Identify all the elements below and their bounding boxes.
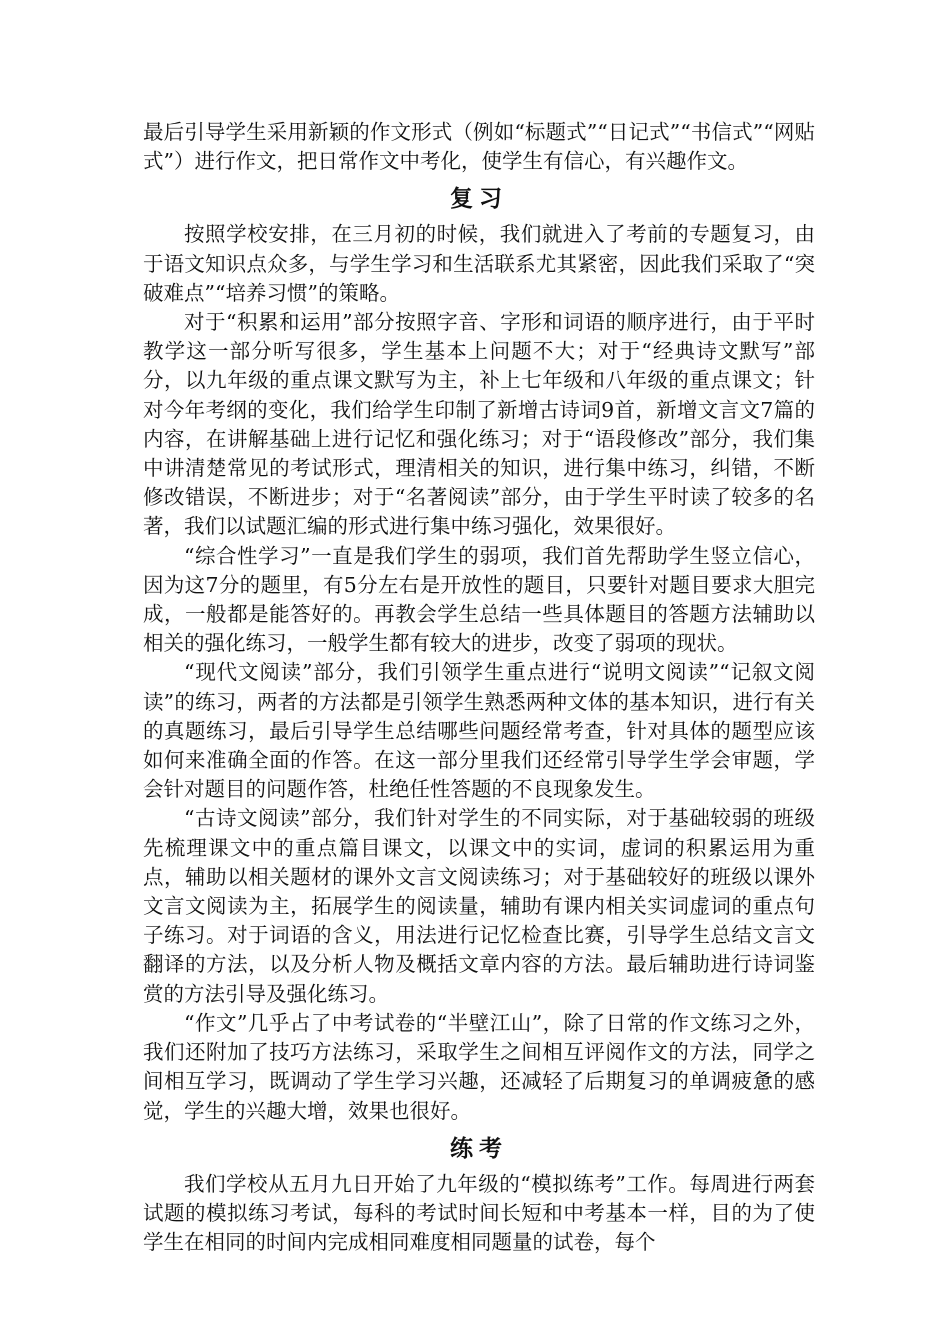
section-heading-review: 复习 (450, 186, 508, 213)
practice-paragraph-1: 我们学校从五月九日开始了九年级的“模拟练考”工作。每周进行两套试题的模拟练习考试，每科的考试时间长短和中考基本一样，目的为了使学生在相同的时间内完成相同难度相同题量的试卷，每个 (143, 1171, 815, 1255)
intro-paragraph: 最后引导学生采用新颖的作文形式（例如“标题式”“日记式”“书信式”“网贴式”）进行作文，把日常作文中考化，使学生有信心，有兴趣作文。 (143, 120, 815, 174)
document-page (143, 118, 815, 1257)
section-heading-practice: 练考 (450, 1135, 508, 1162)
review-paragraph-3: “综合性学习”一直是我们学生的弱项，我们首先帮助学生竖立信心，因为这7分的题里，有5分左右是开放性的题目，只要针对题目要求大胆完成，一般都是能答好的。再教会学生总结一些具体题目的答题方法辅助以相关的强化练习，一般学生都有较大的进步，改变了弱项的现状。 (143, 543, 815, 656)
review-paragraph-1: 按照学校安排，在三月初的时候，我们就进入了考前的专题复习，由于语文知识点众多，与学生学习和生活联系尤其紧密，因此我们采取了“突破难点”“培养习惯”的策略。 (143, 222, 815, 305)
review-paragraph-2: 对于“积累和运用”部分按照字音、字形和词语的顺序进行，由于平时教学这一部分听写很多，学生基本上问题不大；对于“经典诗文默写”部分，以九年级的重点课文默写为主，补上七年级和八年级的重点课文；针对今年考纲的变化，我们给学生印制了新增古诗词9首，新增文言文7篇的内容，在讲解基础上进行记忆和强化练习；对于“语段修改”部分，我们集中讲清楚常见的考试形式，理清相关的知识，进行集中练习，纠错，不断修改错误，不断进步；对于“名著阅读”部分，由于学生平时读了较多的名著，我们以试题汇编的形式进行集中练习强化，效果很好。 (143, 310, 815, 539)
review-paragraph-4: “现代文阅读”部分，我们引领学生重点进行“说明文阅读”“记叙文阅读”的练习，两者的方法都是引领学生熟悉两种文体的基本知识，进行有关的真题练习，最后引导学生总结哪些问题经常考查，针对具体的题型应该如何来准确全面的作答。在这一部分里我们还经常引导学生学会审题，学会针对题目的问题作答，杜绝任性答题的不良现象发生。 (143, 660, 815, 802)
review-paragraph-5: “古诗文阅读”部分，我们针对学生的不同实际，对于基础较弱的班级先梳理课文中的重点篇目课文，以课文中的实词，虚词的积累运用为重点，辅助以相关题材的课外文言文阅读练习；对于基础较好的班级以课外文言文阅读为主，拓展学生的阅读量，辅助有课内相关实词虚词的重点句子练习。对于词语的含义，用法进行记忆检查比赛，引导学生总结文言文翻译的方法，以及分析人物及概括文章内容的方法。最后辅助进行诗词鉴赏的方法引导及强化练习。 (143, 806, 815, 1006)
review-paragraph-6: “作文”几乎占了中考试卷的“半壁江山”，除了日常的作文练习之外，我们还附加了技巧方法练习，采取学生之间相互评阅作文的方法，同学之间相互学习，既调动了学生学习兴趣，还减轻了后期复习的单调疲惫的感觉，学生的兴趣大增，效果也很好。 (143, 1010, 815, 1123)
